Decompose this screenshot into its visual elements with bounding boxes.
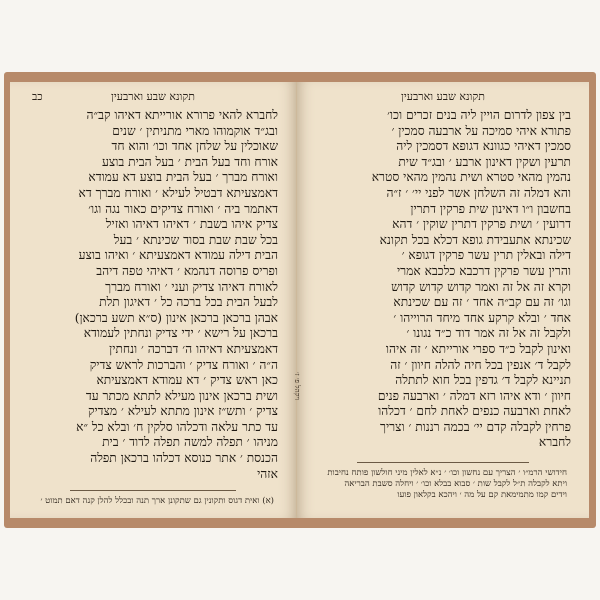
running-header: תקונא שבע וארבעין [401, 90, 485, 103]
text-line: וקרא זה אל זה ואמר קדוש קדוש קדוש [391, 279, 571, 294]
text-line: והא דמלה זה השלחן אשר לפני יי׳ ׳ ז״ה [386, 185, 571, 200]
footnote-line: (א) ואית דגוס ותקונין גם שתקונן ארך תנה ובכלל להלן קנה דאם תמוט ׳ [40, 496, 274, 506]
text-line: פתורא איהי סמיכה על ארבעה סמכין ׳ [391, 123, 571, 138]
text-line: תרעין ושקין דאינון ארבע ׳ ובג״ד שית [398, 154, 571, 169]
text-line: עד כתר עלאה ודכלהו סלקין ח׳ ובלא כל ״א [76, 419, 278, 434]
text-line: לאורח דאיהו צדיק ועני ׳ ואורח מברך [105, 279, 278, 294]
text-line: דרועין ׳ ושית פרקין דתרין שוקין ׳ דהא [392, 217, 571, 232]
text-line: חיוון ׳ ודא איהו רזא דמלה ׳ וארבעה פנים [377, 388, 571, 403]
footnote-line: ויתא לקבלה ת״ל לקבל שות ׳ סבוא בבלא וכו׳ ׳ ויחלה סשבת הבריאה [344, 479, 567, 489]
text-line: שאוכלין על שלחן אחד וכו׳ והוא חד [111, 139, 278, 154]
text-line: בכל שבת שבת בסוד שכינתא ׳ בעל [113, 232, 278, 247]
text-line: ברכאן על רישא ׳ ידי צדיק ונחתין לעמודא [83, 326, 278, 341]
text-line: ואורח מברך ׳ בעל הבית בוצע דא עמודא [88, 170, 278, 185]
text-line: דאמצעיתא דבטיל לעילא ׳ ואורח מברך דא [78, 185, 278, 200]
footnote-rule [70, 490, 236, 491]
text-line: ובג״ד אוקמוהו מארי מתניתין ׳ שנים [112, 123, 278, 138]
page-number: כב [32, 90, 43, 103]
text-line: אחד ׳ ובלא קרקע אחד מיחד הרוייהו ׳ [393, 310, 571, 325]
text-line: לחברא להאי פרורא אורייתא דאיהו קב״ה [86, 108, 278, 122]
text-line: ה״ה ׳ ואורח צדיק ׳ והברכות לראש צדיק [89, 357, 278, 372]
text-line: אזהי [257, 466, 278, 481]
text-line: סמכין דאיהי כגוונא דגופא דסמכין ליה [396, 139, 571, 154]
footnote [32, 496, 274, 507]
text-line: לחברא [538, 435, 571, 450]
text-line: והרין עשר פרקין דרכבא כלכבא אמרי [396, 263, 571, 278]
text-line: דאתמר ביה ׳ ואורח צדיקים כאור נגה וגו׳ [88, 201, 278, 216]
text-line: תניינא לקבל ד׳ גדפין בכל חוא לתתלה [395, 373, 571, 388]
running-header: תקונא שבע וארבעין [111, 90, 195, 103]
text-line: ושית ברכאן אינון מעילא לתתא מכתר עד [85, 388, 278, 403]
text-line: הבית דילה עמודא דאמצעיתא ׳ ואיהו בוצע [78, 248, 278, 263]
text-line: דאמצעיתא דאיהו ה׳ דברכה ׳ ונחתין [109, 341, 278, 356]
footnotes [319, 468, 567, 501]
right-page [292, 82, 589, 518]
text-line: צדיק ׳ ותש״ז אינון מתתא לעילא ׳ מצדיק [87, 404, 278, 419]
text-line: ואינון לקבל כ״ד ספרי אורייתא ׳ זה איהו [385, 341, 571, 356]
text-line: שכינתא אתעבידת גופא דכלא בכל תקונא [379, 232, 571, 247]
text-line: כאן ראש צדיק ׳ דא עמודא דאמצעיתא [96, 373, 278, 388]
text-line: אבהן ברכאן ברכאן אינון (ס״א תשע ברכאן) [74, 310, 278, 325]
text-line: נהמין מהאי סטרא ושית נהמין מהאי סטרא [371, 170, 571, 185]
text-line: צדיק איהו בשבת ׳ דאיהו דאיהו ואזיל [105, 217, 278, 232]
text-block [315, 108, 571, 451]
left-page [10, 82, 297, 518]
text-block [28, 108, 278, 482]
text-line: ופריס פרוסה דנהמא ׳ דאיהי טפה דיהב [96, 263, 278, 278]
text-line: פרחין לקבלה קדם יי׳ בכמה רננות ׳ וצריך [379, 419, 571, 434]
text-line: בחשבון ו״ו דאינון שית פרקין דתרין [410, 201, 571, 216]
text-line: לקבל ד׳ אנפין בכל חיה להלה חיוון ׳ זה [390, 357, 571, 372]
text-line: אורח וחד בעל הבית ׳ בעל הבית בוצע [102, 154, 278, 169]
footnote-rule [357, 462, 529, 463]
text-line: וגו׳ זה עם קב״ה אחד ׳ זה עם שכינתא [393, 295, 571, 310]
text-line: מניהו ׳ תפלה למשה תפלה לדוד ׳ בית [102, 435, 278, 450]
text-line: לבעל הבית בכל ברכה כל ׳ דאיגון תלת [99, 295, 278, 310]
footnote-line: חידושי הרמ״ו ׳ הצריך עם נחשון וכו׳ ׳ נ״א לאלין מיני חולשון פותח נחיבות [327, 468, 567, 478]
margin-note: ויקהל פ׳ ז׳ [292, 372, 301, 400]
text-line: לאחת וארבעה כנפים לאחת לחם ׳ דכלהו [378, 404, 571, 419]
footnote-line: וידים קמו מתמימאת קם על מה ׳ ויהכא בקלאון פועו [397, 490, 567, 500]
text-line: בין צפון לדרום הויין ליה בנים זכרים וכו׳ [387, 108, 571, 122]
text-line: הכנסת ׳ אתר כנוסא דכלהו ברכאן תפלה [90, 451, 278, 466]
text-line: ולקבל זה אל זה אמר דוד כ״ד נגונו ׳ [406, 326, 571, 341]
text-line: דילה ובאלין תרין עשר פרקין דגופא ׳ [401, 248, 571, 263]
